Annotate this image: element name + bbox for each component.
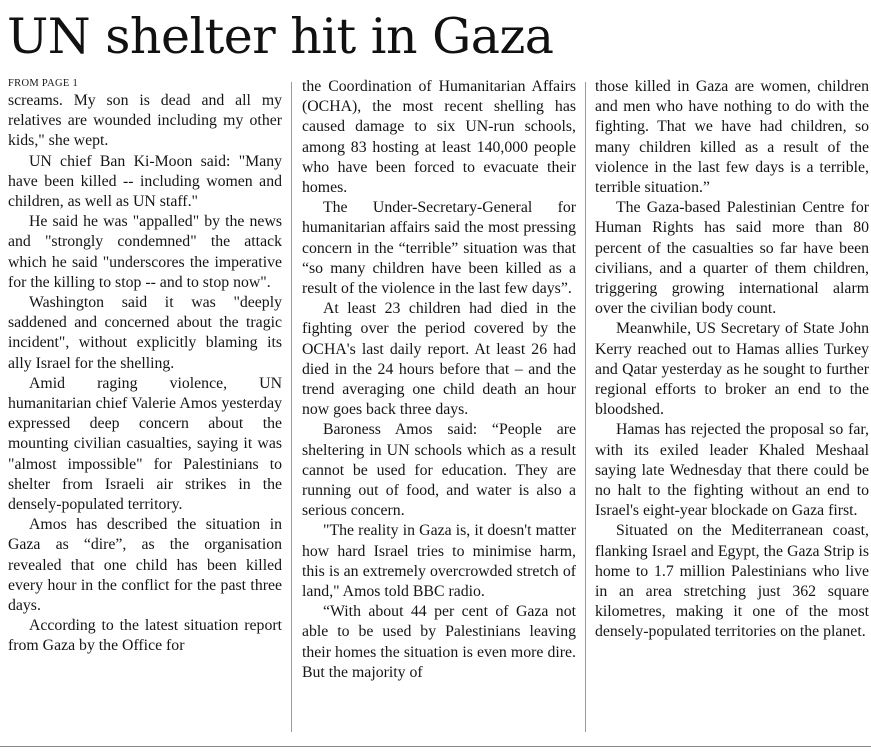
paragraph: those killed in Gaza are women, children and men who have nothing to do with the fighting. That we have had children, so many children killed as a result of the violence in the last few days is a terrible, terrible situation.”	[595, 78, 869, 197]
paragraph: According to the latest situation report from Gaza by the Office for	[8, 617, 282, 655]
paragraph: He said he was "appalled" by the news and "strongly condemned" the attack which he said "underscores the imperative for the killing to stop -- and to stop now".	[8, 213, 282, 291]
paragraph: “With about 44 per cent of Gaza not able to be used by Palestinians leaving their homes the situation is even more dire. But the majority of	[302, 603, 576, 681]
paragraph: Baroness Amos said: “People are sheltering in UN schools which as a result cannot be used for education. They are running out of food, and water is also a serious concern.	[302, 421, 576, 520]
column-3	[595, 77, 869, 643]
paragraph: Hamas has rejected the proposal so far, with its exiled leader Khaled Meshaal saying late Wednesday that there could be no halt to the fighting without an end to Israel's eight-year blockade on Gaza first.	[595, 421, 869, 520]
paragraph: the Coordination of Humanitarian Affairs (OCHA), the most recent shelling has caused damage to six UN-run schools, among 83 hosting at least 140,000 people who have been forced to evacuate their homes.	[302, 78, 576, 197]
bottom-rule	[0, 746, 871, 747]
paragraph: The Gaza-based Palestinian Centre for Human Rights has said more than 80 percent of the casualties so far have been civilians, and a quarter of them children, triggering growing international alarm over the civilian body count.	[595, 199, 869, 318]
column-divider	[585, 82, 586, 732]
paragraph: "The reality in Gaza is, it doesn't matter how hard Israel tries to minimise harm, this is an extremely overcrowded stretch of land," Amos told BBC radio.	[302, 522, 576, 601]
headline: UN shelter hit in Gaza	[7, 8, 554, 65]
column-1	[8, 77, 282, 657]
paragraph: Meanwhile, US Secretary of State John Kerry reached out to Hamas allies Turkey and Qatar yesterday as he sought to further regional efforts to broker an end to the bloodshed.	[595, 320, 869, 419]
column-divider	[291, 82, 292, 732]
paragraph: At least 23 children had died in the fighting over the period covered by the OCHA's last daily report. At least 26 had died in the 24 hours before that – and the trend averaging one child death an hour now goes back three days.	[302, 300, 576, 419]
paragraph: Washington said it was "deeply saddened and concerned about the tragic incident", without explicitly blaming its ally Israel for the shelling.	[8, 294, 282, 372]
paragraph: Amos has described the situation in Gaza as “dire”, as the organisation revealed that one child has been killed every hour in the conflict for the past three days.	[8, 516, 282, 615]
kicker: FROM PAGE 1	[8, 78, 79, 89]
paragraph: Situated on the Mediterranean coast, flanking Israel and Egypt, the Gaza Strip is home to 1.7 million Palestinians who live in an area stretching just 362 square kilometres, making it one of the most densely-populated territories on the planet.	[595, 522, 869, 641]
column-2	[302, 77, 576, 683]
paragraph: Amid raging violence, UN humanitarian chief Valerie Amos yesterday expressed deep concern about the mounting civilian casualties, saying it was "almost impossible" for Palestinians to shelter from Israeli air strikes in the densely-populated territory.	[8, 374, 282, 514]
paragraph: UN chief Ban Ki-Moon said: "Many have been killed -- including women and children, as well as UN staff."	[8, 152, 282, 211]
paragraph: The Under-Secretary-General for humanitarian affairs said the most pressing concern in the “terrible” situation was that “so many children have been killed as a result of the violence in the last few days”.	[302, 199, 576, 298]
paragraph: screams. My son is dead and all my relatives are wounded including my other kids," she wept.	[8, 92, 282, 150]
